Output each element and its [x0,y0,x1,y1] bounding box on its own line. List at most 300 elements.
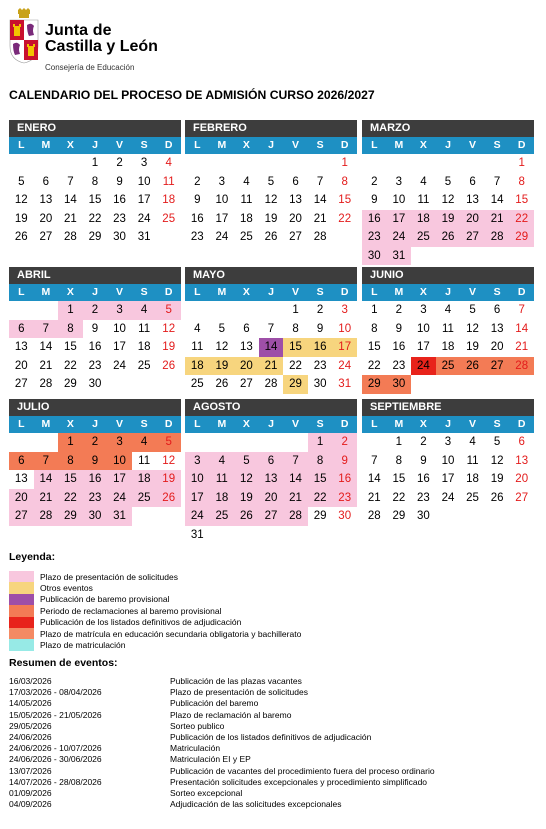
event-date: 01/09/2026 [9,787,52,798]
legend-label: Plazo de presentación de solicitudes [40,571,178,582]
day-cell: 22 [88,212,102,225]
weekday-label: D [164,286,173,298]
event-date: 24/06/2026 [9,731,52,742]
day-cell: 30 [387,375,412,394]
day-grid [362,154,534,265]
day-cell: 17 [387,210,412,229]
weekday-label: L [18,139,25,151]
day-cell: 3 [444,436,452,448]
month-name: JUNIO [362,267,534,284]
weekday-label: V [292,286,300,298]
weekday-header [9,416,181,433]
day-cell: 16 [308,338,333,357]
day-cell: 25 [466,491,479,504]
event-date: 24/06/2026 - 30/06/2026 [9,754,102,765]
month-junio [362,267,534,394]
day-cell: 4 [469,436,476,448]
event-description: Sorteo publico [170,720,225,731]
day-cell: 26 [460,357,485,376]
day-cell: 29 [64,378,77,390]
day-cell: 10 [215,194,229,206]
day-cell: 1 [308,433,333,452]
day-cell: 12 [466,322,479,335]
weekday-label: S [493,418,501,430]
day-cell: 22 [308,489,333,508]
day-cell: 14 [34,470,59,489]
day-cell: 6 [9,320,34,339]
day-cell: 25 [436,357,461,376]
day-cell: 13 [14,341,28,353]
day-cell: 26 [490,491,504,504]
event-row [9,743,539,754]
day-cell: 9 [116,175,123,188]
day-cell: 7 [371,454,378,467]
event-description: Presentación solicitudes excepcionales y procedimiento simplificado [170,776,428,787]
day-cell: 4 [420,175,427,188]
day-cell: 13 [490,322,504,335]
day-cell: 18 [441,341,455,353]
day-cell: 22 [367,359,381,372]
day-cell: 19 [14,212,28,225]
legend-label: Otros eventos [40,583,93,594]
day-cell: 7 [34,452,59,471]
weekday-label: S [316,418,324,430]
day-cell: 1 [341,157,348,169]
day-cell: 17 [215,212,229,225]
weekday-label: L [18,286,25,298]
day-cell: 21 [39,359,53,372]
day-cell: 2 [332,433,357,452]
legend-item [9,639,301,650]
event-row [9,721,539,732]
weekday-label: J [268,139,274,151]
day-cell: 29 [362,375,387,394]
month-enero [9,120,181,247]
day-cell: 31 [387,247,412,266]
day-cell: 5 [493,436,501,448]
day-cell: 28 [509,357,534,376]
month-name: MARZO [362,120,534,137]
event-row [9,710,539,721]
day-cell: 29 [392,510,406,522]
weekday-label: S [493,286,501,298]
weekday-label: M [217,418,227,430]
event-description: Publicación de vacantes del procedimiento fuera del proceso ordinario [170,765,435,776]
day-cell: 30 [338,510,352,522]
day-cell: 9 [194,194,201,206]
day-cell: 16 [113,194,126,206]
event-row [9,766,539,777]
month-septiembre [362,399,534,526]
day-cell: 22 [58,489,83,508]
day-cell: 19 [210,357,235,376]
empty-cell [283,154,308,173]
empty-cell [436,154,461,173]
day-cell: 11 [417,194,430,206]
day-cell: 6 [9,452,34,471]
day-cell: 3 [341,304,348,316]
day-cell: 6 [259,452,284,471]
day-cell: 13 [39,194,53,206]
weekday-label: X [242,139,250,151]
empty-cell [387,154,412,173]
day-cell: 12 [162,454,176,467]
day-cell: 8 [91,175,99,188]
day-cell: 9 [395,322,403,335]
event-row [9,687,539,698]
legend-swatch [9,628,34,639]
day-cell: 26 [234,507,259,526]
day-cell: 14 [64,194,77,206]
day-cell: 10 [185,470,210,489]
day-cell: 6 [469,175,476,188]
day-cell: 18 [466,473,479,485]
weekday-label: L [371,139,378,151]
event-row [9,777,539,788]
day-cell: 3 [420,304,427,316]
month-marzo [362,120,534,265]
weekday-label: X [419,286,427,298]
day-cell: 21 [313,212,327,225]
month-abril [9,267,181,394]
weekday-header [185,137,357,154]
weekday-label: D [340,418,349,430]
day-cell: 19 [490,473,504,485]
day-cell: 22 [64,359,77,372]
event-row [9,754,539,765]
day-cell: 11 [240,194,253,206]
weekday-label: J [92,418,98,430]
day-cell: 18 [185,357,210,376]
empty-cell [362,433,387,452]
day-cell: 6 [42,175,50,188]
day-cell: 13 [466,194,479,206]
day-cell: 27 [485,357,510,376]
day-cell: 18 [210,489,235,508]
event-row [9,788,539,799]
legend-swatch [9,617,34,628]
day-cell: 21 [34,489,59,508]
day-cell: 29 [283,375,308,394]
day-cell: 16 [332,470,357,489]
day-cell: 15 [367,341,381,353]
day-cell: 5 [218,322,226,335]
legend-item [9,628,301,639]
day-cell: 12 [215,341,229,353]
weekday-label: S [493,139,501,151]
day-cell: 17 [185,489,210,508]
empty-cell [185,433,210,452]
event-date: 29/05/2026 [9,720,52,731]
weekday-label: M [394,286,404,298]
day-cell: 4 [132,301,157,320]
day-cell: 10 [417,322,430,335]
weekday-header [362,284,534,301]
day-cell: 16 [417,473,430,485]
weekday-label: J [445,286,451,298]
day-cell: 31 [137,231,151,243]
day-cell: 14 [259,338,284,357]
day-cell: 12 [441,194,455,206]
day-cell: 31 [338,378,352,390]
day-cell: 11 [466,454,479,467]
day-cell: 11 [162,175,175,188]
month-febrero [185,120,357,247]
event-description: Sorteo excepcional [170,787,243,798]
weekday-header [185,284,357,301]
day-cell: 10 [137,175,151,188]
weekday-label: M [41,418,51,430]
weekday-label: J [92,286,98,298]
day-cell: 30 [88,378,102,390]
empty-cell [362,154,387,173]
month-agosto [185,399,357,544]
day-cell: 23 [392,359,406,372]
empty-cell [259,154,284,173]
day-cell: 24 [411,357,436,376]
day-cell: 12 [234,470,259,489]
legend-label: Plazo de matriculación [40,640,126,651]
day-cell: 2 [395,304,403,316]
day-cell: 10 [338,322,352,335]
day-cell: 24 [107,489,132,508]
weekday-label: L [371,286,378,298]
day-cell: 29 [88,231,102,243]
day-cell: 23 [417,491,430,504]
day-cell: 16 [88,341,102,353]
day-cell: 22 [338,212,352,225]
day-cell: 24 [185,507,210,526]
weekday-label: V [292,418,300,430]
day-cell: 27 [259,507,284,526]
event-date: 15/05/2026 - 21/05/2026 [9,709,102,720]
day-cell: 24 [387,228,412,247]
day-cell: 2 [371,175,378,188]
day-cell: 21 [485,210,510,229]
weekday-label: V [469,418,477,430]
month-mayo [185,267,357,394]
day-grid [9,154,181,247]
weekday-label: V [469,139,477,151]
empty-cell [234,301,259,320]
weekday-label: L [194,286,201,298]
day-cell: 9 [332,452,357,471]
day-cell: 4 [210,452,235,471]
day-cell: 2 [116,157,123,169]
day-cell: 3 [107,433,132,452]
event-row [9,676,539,687]
day-cell: 25 [162,212,176,225]
day-cell: 14 [515,322,529,335]
weekday-label: L [194,418,201,430]
day-cell: 7 [316,175,324,188]
empty-cell [9,433,34,452]
month-name: ABRIL [9,267,181,284]
day-cell: 17 [107,470,132,489]
legend-item [9,605,301,616]
legend-swatch [9,605,34,616]
day-cell: 19 [156,470,181,489]
weekday-label: S [316,286,324,298]
day-cell: 27 [14,378,28,390]
empty-cell [259,301,284,320]
day-cell: 13 [259,470,284,489]
legend-swatch [9,594,34,605]
org-name-line1: Junta de [45,22,112,39]
day-cell: 1 [58,301,83,320]
event-description: Matriculación EI y EP [170,754,251,765]
event-description: Plazo de presentación de solicitudes [170,687,308,698]
day-cell: 1 [58,433,83,452]
legend-swatch [9,639,34,650]
day-cell: 27 [240,378,253,390]
month-name: FEBRERO [185,120,357,137]
day-cell: 31 [107,507,132,526]
weekday-label: D [340,286,349,298]
day-cell: 8 [518,175,525,188]
day-cell: 6 [243,322,250,335]
event-date: 04/09/2026 [9,799,52,810]
day-cell: 27 [460,228,485,247]
event-date: 17/03/2026 - 08/04/2026 [9,687,102,698]
day-cell: 5 [156,433,181,452]
empty-cell [34,154,59,173]
day-cell: 26 [162,359,176,372]
day-cell: 2 [316,304,324,316]
day-cell: 25 [240,231,253,243]
summary-title: Resumen de eventos: [9,657,118,669]
day-cell: 23 [313,359,327,372]
logo [9,8,179,78]
day-cell: 20 [490,341,504,353]
day-cell: 7 [283,452,308,471]
weekday-label: M [41,286,51,298]
weekday-label: J [445,139,451,151]
event-description: Publicación de los listados definitivos de adjudicación [170,731,372,742]
day-cell: 4 [243,175,250,188]
day-cell: 15 [64,341,77,353]
day-cell: 23 [190,231,204,243]
day-cell: 25 [132,489,157,508]
day-cell: 22 [392,491,406,504]
day-cell: 9 [316,322,324,335]
day-cell: 20 [9,489,34,508]
weekday-label: M [217,139,227,151]
weekday-label: X [66,418,74,430]
day-cell: 27 [515,491,529,504]
day-cell: 7 [67,175,74,188]
day-cell: 18 [132,470,157,489]
day-grid [362,301,534,394]
day-cell: 14 [367,473,381,485]
day-cell: 3 [185,452,210,471]
day-cell: 16 [392,341,406,353]
weekday-label: M [394,418,404,430]
legend-label: Publicación de los listados definitivos de adjudicación [40,617,242,628]
legend-label: Periodo de reclamaciones al baremo provisional [40,605,222,616]
day-cell: 2 [83,433,108,452]
day-cell: 30 [83,507,108,526]
day-cell: 10 [392,194,406,206]
event-date: 14/05/2026 [9,698,52,709]
day-cell: 19 [234,489,259,508]
day-cell: 5 [156,301,181,320]
day-grid [185,433,357,544]
department-name: Consejería de Educación [45,63,135,72]
day-cell: 28 [367,510,381,522]
day-cell: 3 [107,301,132,320]
weekday-label: L [371,418,378,430]
day-cell: 11 [210,470,235,489]
day-cell: 12 [264,194,278,206]
day-cell: 5 [267,175,275,188]
day-cell: 2 [83,301,108,320]
day-cell: 16 [362,210,387,229]
day-cell: 20 [14,359,28,372]
day-cell: 15 [88,194,102,206]
day-cell: 23 [362,228,387,247]
weekday-label: V [116,286,124,298]
weekday-label: M [394,139,404,151]
day-cell: 2 [194,175,201,188]
day-cell: 6 [518,436,525,448]
month-name: MAYO [185,267,357,284]
day-cell: 7 [267,322,275,335]
day-cell: 28 [485,228,510,247]
day-cell: 15 [515,194,529,206]
day-cell: 4 [444,304,452,316]
day-cell: 20 [259,489,284,508]
empty-cell [185,154,210,173]
day-cell: 24 [113,359,126,372]
day-cell: 15 [308,470,333,489]
day-cell: 21 [64,212,77,225]
weekday-label: S [140,139,148,151]
day-cell: 7 [493,175,501,188]
month-name: SEPTIEMBRE [362,399,534,416]
day-cell: 26 [264,231,278,243]
day-cell: 22 [289,359,302,372]
weekday-label: D [164,139,173,151]
weekday-label: D [517,139,526,151]
day-cell: 17 [113,341,126,353]
weekday-label: X [419,418,427,430]
day-cell: 12 [14,194,28,206]
day-cell: 9 [91,322,99,335]
weekday-label: X [66,139,74,151]
day-cell: 1 [292,304,299,316]
day-cell: 13 [240,341,253,353]
weekday-header [362,137,534,154]
legend [9,571,301,651]
day-cell: 27 [289,231,302,243]
day-cell: 31 [190,528,204,541]
day-cell: 23 [83,489,108,508]
day-cell: 21 [283,489,308,508]
event-description: Adjudicación de las solicitudes excepcionales [170,799,342,810]
legend-item [9,582,301,593]
day-cell: 1 [91,157,99,169]
day-cell: 17 [417,341,430,353]
day-cell: 30 [362,247,387,266]
day-cell: 8 [58,320,83,339]
day-cell: 11 [442,322,454,335]
day-cell: 8 [395,454,403,467]
org-name-line2: Castilla y León [45,38,158,55]
empty-cell [210,154,235,173]
day-cell: 23 [332,489,357,508]
day-cell: 13 [289,194,302,206]
